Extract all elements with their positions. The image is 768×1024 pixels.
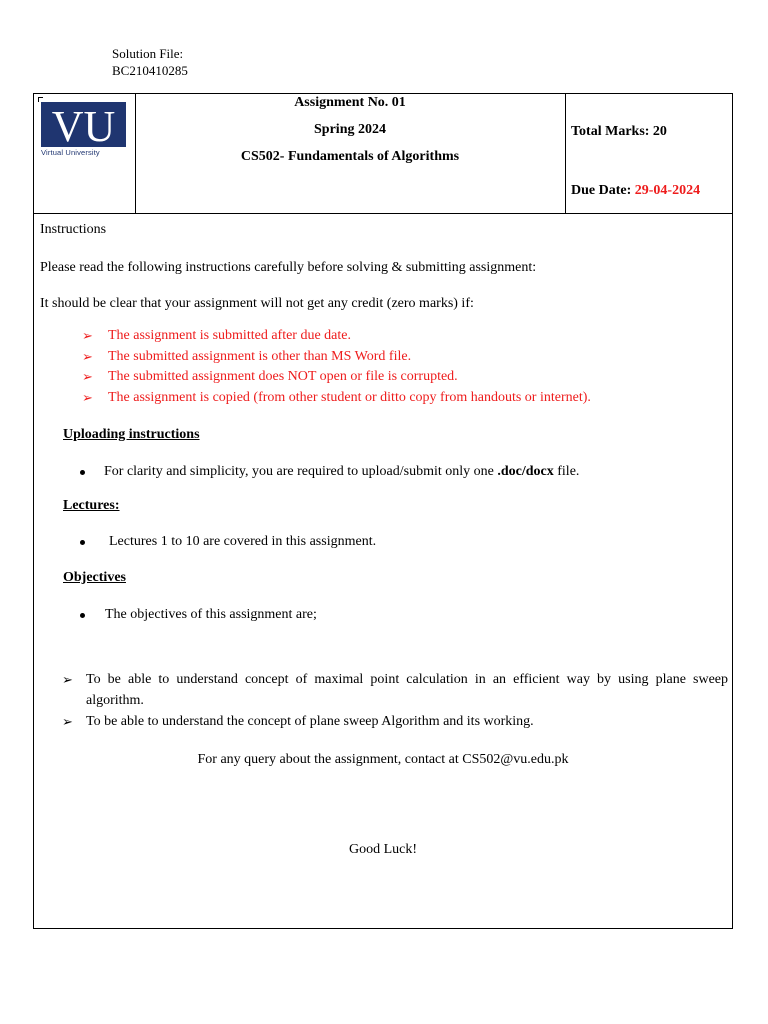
semester: Spring 2024: [314, 122, 386, 137]
title-cell: [135, 94, 566, 213]
total-marks: Total Marks: 20: [571, 124, 667, 139]
list-item: ➢ To be able to understand concept of maximal point calculation in an efficient way by using plane sweep algorithm.: [62, 669, 728, 711]
contact-line: For any query about the assignment, contact at CS502@vu.edu.pk: [197, 752, 569, 767]
vu-logo: [41, 102, 126, 147]
header-table: [34, 94, 732, 214]
logo-cell: [34, 94, 136, 213]
bullet-icon: [80, 613, 85, 618]
lectures-text: Lectures 1 to 10 are covered in this assignment.: [109, 534, 377, 549]
good-luck: Good Luck!: [348, 842, 418, 857]
due-date-value: 29-04-2024: [634, 183, 701, 198]
bullet-icon: [80, 540, 85, 545]
list-item: ➢ The submitted assignment is other than MS Word file.: [82, 347, 591, 368]
objectives-list: [62, 669, 728, 732]
zero-marks-warning: It should be clear that your assignment will not get any credit (zero marks) if:: [40, 296, 474, 311]
arrow-bullet-icon: ➢: [82, 328, 93, 343]
list-item: ➢ To be able to understand the concept of plane sweep Algorithm and its working.: [62, 711, 728, 732]
solution-file-title: Solution File:: [112, 46, 184, 61]
assignment-page: [33, 93, 733, 929]
due-date-line: [571, 183, 700, 199]
course-title: CS502- Fundamentals of Algorithms: [240, 149, 460, 164]
instructions-heading: Instructions: [40, 222, 107, 237]
assignment-number: Assignment No. 01: [294, 95, 406, 110]
list-item: ➢ The assignment is copied (from other student or ditto copy from handouts or internet).: [82, 388, 591, 409]
instructions-intro: Please read the following instructions carefully before solving & submitting assignment:: [40, 260, 537, 275]
uploading-heading: Uploading instructions: [63, 427, 200, 442]
logo-text: VU: [51, 102, 116, 147]
arrow-bullet-icon: ➢: [62, 672, 73, 687]
student-id: BC210410285: [112, 63, 188, 78]
arrow-bullet-icon: ➢: [82, 369, 93, 385]
arrow-bullet-icon: ➢: [62, 714, 73, 729]
marks-cell: [565, 94, 732, 213]
arrow-bullet-icon: ➢: [82, 390, 93, 406]
solution-file-label: [112, 45, 188, 79]
list-item: ➢ The assignment is submitted after due date.: [82, 326, 591, 347]
zero-marks-conditions: [82, 326, 591, 409]
logo-caption: Virtual University: [41, 148, 100, 157]
objectives-text: The objectives of this assignment are;: [105, 607, 317, 622]
objectives-heading: Objectives: [63, 570, 126, 585]
lectures-heading: Lectures:: [63, 498, 120, 513]
bullet-icon: [80, 470, 85, 475]
due-date-label: Due Date:: [571, 183, 632, 198]
list-item: ➢ The submitted assignment does NOT open or file is corrupted.: [82, 367, 591, 388]
arrow-bullet-icon: ➢: [82, 348, 93, 364]
uploading-text: For clarity and simplicity, you are required to upload/submit only one .doc/docx file.: [104, 464, 580, 479]
